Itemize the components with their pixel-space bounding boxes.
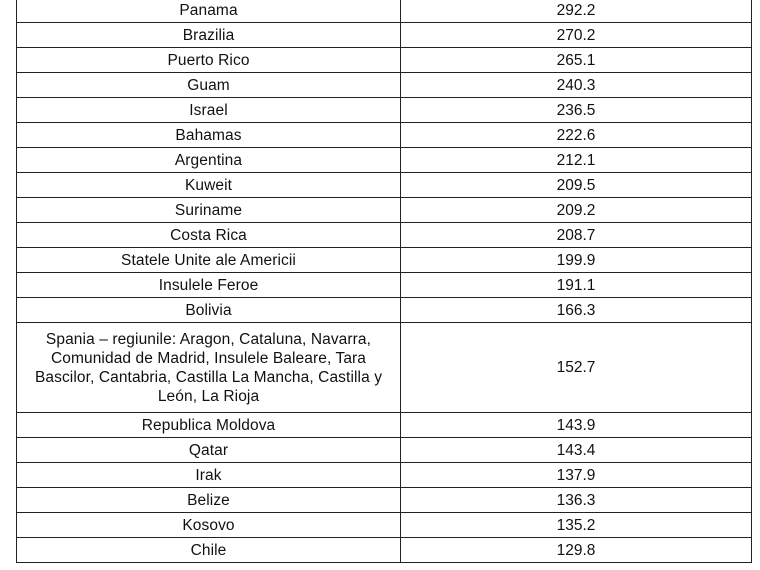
value-cell: 209.2 — [401, 198, 752, 223]
country-cell: Republica Moldova — [17, 413, 401, 438]
table-row — [17, 463, 752, 488]
country-cell: Irak — [17, 463, 401, 488]
country-cell: Bahamas — [17, 123, 401, 148]
table-row — [17, 98, 752, 123]
country-cell: Suriname — [17, 198, 401, 223]
value-cell: 135.2 — [401, 513, 752, 538]
country-cell: Qatar — [17, 438, 401, 463]
value-cell: 137.9 — [401, 463, 752, 488]
value-cell: 270.2 — [401, 23, 752, 48]
table-row — [17, 23, 752, 48]
value-cell: 222.6 — [401, 123, 752, 148]
table-row — [17, 513, 752, 538]
country-cell: Kosovo — [17, 513, 401, 538]
country-cell: Costa Rica — [17, 223, 401, 248]
country-value-table — [16, 0, 752, 563]
data-table-container — [16, 0, 751, 563]
table-row — [17, 223, 752, 248]
value-cell: 240.3 — [401, 73, 752, 98]
table-row — [17, 538, 752, 563]
country-cell: Belize — [17, 488, 401, 513]
table-row — [17, 438, 752, 463]
value-cell: 143.9 — [401, 413, 752, 438]
country-cell: Argentina — [17, 148, 401, 173]
value-cell: 199.9 — [401, 248, 752, 273]
value-cell: 191.1 — [401, 273, 752, 298]
table-row — [17, 0, 752, 23]
country-cell: Insulele Feroe — [17, 273, 401, 298]
value-cell: 292.2 — [401, 0, 752, 23]
value-cell: 166.3 — [401, 298, 752, 323]
table-row — [17, 198, 752, 223]
value-cell: 236.5 — [401, 98, 752, 123]
value-cell: 209.5 — [401, 173, 752, 198]
value-cell: 212.1 — [401, 148, 752, 173]
country-cell: Chile — [17, 538, 401, 563]
country-cell: Guam — [17, 73, 401, 98]
table-row — [17, 148, 752, 173]
value-cell: 129.8 — [401, 538, 752, 563]
country-cell: Puerto Rico — [17, 48, 401, 73]
country-cell: Brazilia — [17, 23, 401, 48]
country-cell: Kuweit — [17, 173, 401, 198]
value-cell: 143.4 — [401, 438, 752, 463]
table-row — [17, 248, 752, 273]
country-cell: Spania – regiunile: Aragon, Cataluna, Navarra, Comunidad de Madrid, Insulele Baleare, Tara Bascilor, Cantabria, Castilla La Mancha, Castilla y León, La Rioja — [17, 323, 401, 413]
value-cell: 208.7 — [401, 223, 752, 248]
table-row — [17, 173, 752, 198]
table-row — [17, 323, 752, 413]
table-row — [17, 488, 752, 513]
table-row — [17, 73, 752, 98]
country-cell: Bolivia — [17, 298, 401, 323]
table-row — [17, 123, 752, 148]
table-row — [17, 48, 752, 73]
country-cell: Statele Unite ale Americii — [17, 248, 401, 273]
value-cell: 265.1 — [401, 48, 752, 73]
table-row — [17, 298, 752, 323]
table-row — [17, 413, 752, 438]
value-cell: 136.3 — [401, 488, 752, 513]
value-cell: 152.7 — [401, 323, 752, 413]
country-cell: Panama — [17, 0, 401, 23]
table-row — [17, 273, 752, 298]
country-cell: Israel — [17, 98, 401, 123]
